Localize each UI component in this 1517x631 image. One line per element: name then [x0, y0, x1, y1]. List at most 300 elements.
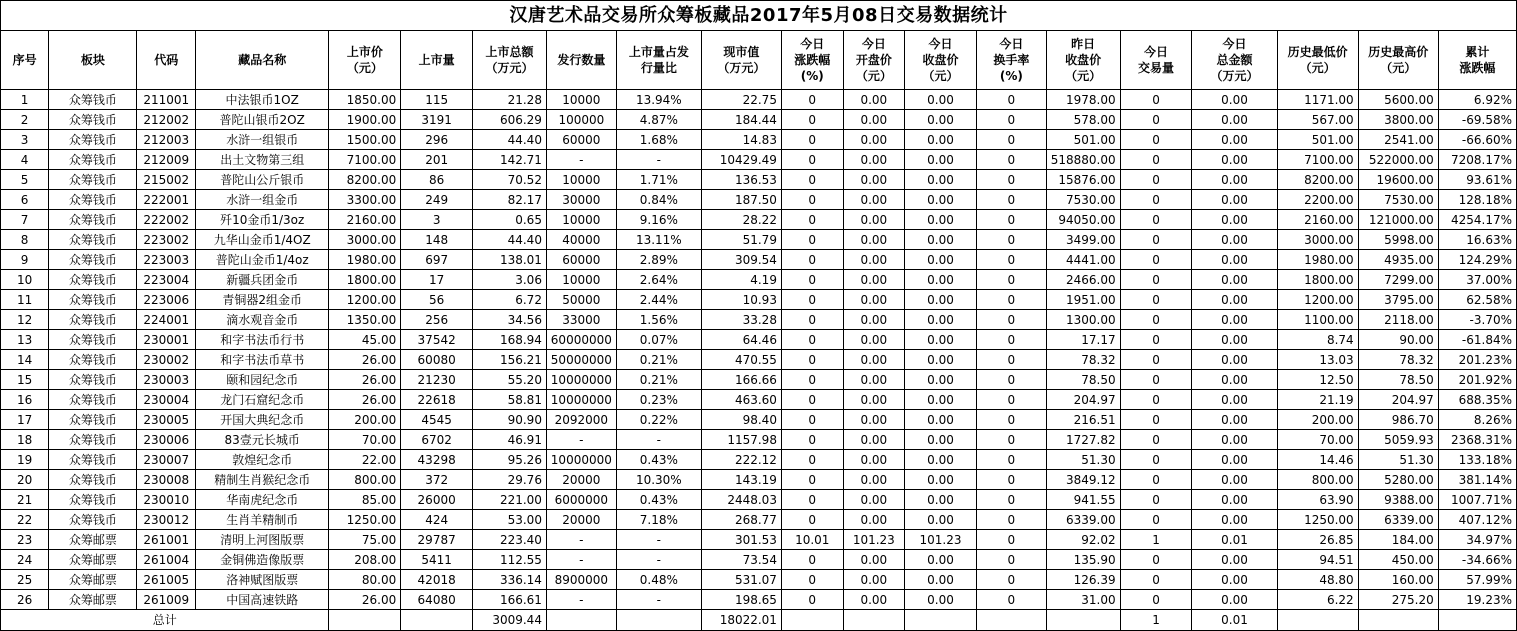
column-header[interactable] [1438, 31, 1516, 90]
table-cell[interactable]: 1 [1120, 530, 1192, 550]
table-cell[interactable]: 9 [1, 250, 49, 270]
table-cell[interactable]: 249 [401, 190, 473, 210]
table-cell[interactable]: 0 [1120, 210, 1192, 230]
table-cell[interactable]: 222001 [137, 190, 196, 210]
table-cell[interactable]: 230005 [137, 410, 196, 430]
table-cell[interactable]: 29787 [401, 530, 473, 550]
table-cell[interactable]: 230012 [137, 510, 196, 530]
table-cell[interactable]: 1850.00 [329, 90, 401, 110]
table-cell[interactable]: 0 [1120, 490, 1192, 510]
table-cell[interactable]: 0.00 [905, 110, 977, 130]
table-cell[interactable]: 众筹钱币 [49, 230, 137, 250]
table-cell[interactable]: 0 [976, 410, 1046, 430]
table-cell[interactable]: 0 [781, 170, 843, 190]
table-cell[interactable]: 10000 [546, 90, 616, 110]
table-cell[interactable]: 98.40 [701, 410, 781, 430]
column-header[interactable] [195, 31, 328, 90]
table-cell[interactable]: 20000 [546, 510, 616, 530]
table-cell[interactable]: 518880.00 [1046, 150, 1120, 170]
table-cell[interactable]: 1250.00 [329, 510, 401, 530]
table-cell[interactable]: 10000 [546, 210, 616, 230]
table-cell[interactable]: 15876.00 [1046, 170, 1120, 190]
table-cell[interactable]: 26.85 [1277, 530, 1358, 550]
table-cell[interactable]: 0 [1120, 250, 1192, 270]
table-cell[interactable]: 0.22% [616, 410, 701, 430]
table-cell[interactable]: 7100.00 [1277, 150, 1358, 170]
table-cell[interactable]: 0 [976, 350, 1046, 370]
table-cell[interactable]: 2.44% [616, 290, 701, 310]
table-cell[interactable]: 60000 [546, 130, 616, 150]
table-cell[interactable]: 0.00 [905, 290, 977, 310]
table-cell[interactable]: 0.00 [1192, 150, 1277, 170]
table-cell[interactable]: 0.00 [843, 150, 905, 170]
table-cell[interactable]: 0 [1120, 170, 1192, 190]
table-cell[interactable]: 22 [1, 510, 49, 530]
table-cell[interactable]: 94.51 [1277, 550, 1358, 570]
table-cell[interactable]: 42018 [401, 570, 473, 590]
table-cell[interactable]: 94050.00 [1046, 210, 1120, 230]
table-cell[interactable]: 697 [401, 250, 473, 270]
table-cell[interactable]: - [546, 150, 616, 170]
table-cell[interactable]: 2448.03 [701, 490, 781, 510]
table-cell[interactable]: 0.00 [1192, 90, 1277, 110]
table-cell[interactable]: 众筹钱币 [49, 310, 137, 330]
table-cell[interactable]: 众筹钱币 [49, 90, 137, 110]
table-cell[interactable]: 众筹钱币 [49, 270, 137, 290]
table-cell[interactable]: 2466.00 [1046, 270, 1120, 290]
table-cell[interactable]: 0 [781, 290, 843, 310]
column-header[interactable] [137, 31, 196, 90]
table-cell[interactable]: 86 [401, 170, 473, 190]
table-cell[interactable]: 101.23 [843, 530, 905, 550]
table-cell[interactable]: 6000000 [546, 490, 616, 510]
table-cell[interactable]: 44.40 [473, 130, 547, 150]
table-cell[interactable]: 64080 [401, 590, 473, 610]
table-cell[interactable]: 0 [976, 530, 1046, 550]
table-cell[interactable]: 1250.00 [1277, 510, 1358, 530]
table-cell[interactable]: 7100.00 [329, 150, 401, 170]
table-cell[interactable]: 0 [976, 250, 1046, 270]
table-cell[interactable]: 73.54 [701, 550, 781, 570]
table-cell[interactable]: 21.19 [1277, 390, 1358, 410]
table-cell[interactable]: 13.03 [1277, 350, 1358, 370]
table-cell[interactable]: 0 [781, 370, 843, 390]
table-cell[interactable]: 128.18% [1438, 190, 1516, 210]
table-cell[interactable]: 清明上河图版票 [195, 530, 328, 550]
table-cell[interactable]: 0.00 [843, 570, 905, 590]
table-cell[interactable]: 0 [781, 190, 843, 210]
table-cell[interactable]: 204.97 [1046, 390, 1120, 410]
table-cell[interactable]: 0.00 [1192, 210, 1277, 230]
table-cell[interactable]: - [546, 530, 616, 550]
table-cell[interactable]: 136.53 [701, 170, 781, 190]
table-cell[interactable]: 261005 [137, 570, 196, 590]
table-cell[interactable]: 0.00 [1192, 110, 1277, 130]
table-cell[interactable]: 28.22 [701, 210, 781, 230]
table-cell[interactable]: 50000 [546, 290, 616, 310]
total-market-value[interactable]: 18022.01 [701, 610, 781, 631]
table-cell[interactable]: 986.70 [1358, 410, 1438, 430]
table-cell[interactable]: 230003 [137, 370, 196, 390]
table-cell[interactable]: 2200.00 [1277, 190, 1358, 210]
table-cell[interactable]: 34.97% [1438, 530, 1516, 550]
table-cell[interactable]: 23 [1, 530, 49, 550]
table-cell[interactable]: 12.50 [1277, 370, 1358, 390]
table-cell[interactable]: 水浒一组银币 [195, 130, 328, 150]
table-cell[interactable]: 78.50 [1358, 370, 1438, 390]
table-cell[interactable]: 0.00 [1192, 550, 1277, 570]
table-cell[interactable]: 223002 [137, 230, 196, 250]
table-cell[interactable]: 0 [976, 270, 1046, 290]
table-cell[interactable]: 普陀山金币1/4oz [195, 250, 328, 270]
column-header[interactable] [976, 31, 1046, 90]
table-cell[interactable]: 7208.17% [1438, 150, 1516, 170]
table-cell[interactable]: 青铜器2组金币 [195, 290, 328, 310]
table-cell[interactable]: 222.12 [701, 450, 781, 470]
table-cell[interactable]: 941.55 [1046, 490, 1120, 510]
table-cell[interactable]: 0 [781, 490, 843, 510]
table-cell[interactable]: 0.00 [843, 330, 905, 350]
table-cell[interactable]: - [616, 590, 701, 610]
table-cell[interactable]: 0 [781, 450, 843, 470]
table-cell[interactable]: 9388.00 [1358, 490, 1438, 510]
table-cell[interactable]: 九华山金币1/4OZ [195, 230, 328, 250]
table-cell[interactable]: 3 [401, 210, 473, 230]
table-cell[interactable]: 0.07% [616, 330, 701, 350]
table-cell[interactable]: 众筹钱币 [49, 250, 137, 270]
table-cell[interactable]: 0.48% [616, 570, 701, 590]
table-cell[interactable]: 4.87% [616, 110, 701, 130]
table-cell[interactable]: 1800.00 [329, 270, 401, 290]
table-cell[interactable]: 0 [976, 430, 1046, 450]
table-cell[interactable]: 256 [401, 310, 473, 330]
table-cell[interactable]: 歼10金币1/3oz [195, 210, 328, 230]
table-cell[interactable]: 75.00 [329, 530, 401, 550]
table-cell[interactable]: 0.00 [905, 170, 977, 190]
table-cell[interactable]: 142.71 [473, 150, 547, 170]
table-cell[interactable]: -34.66% [1438, 550, 1516, 570]
table-cell[interactable]: 309.54 [701, 250, 781, 270]
table-cell[interactable]: 17 [401, 270, 473, 290]
table-cell[interactable]: 7299.00 [1358, 270, 1438, 290]
table-cell[interactable]: 26.00 [329, 590, 401, 610]
table-cell[interactable]: 10000000 [546, 390, 616, 410]
table-cell[interactable]: 138.01 [473, 250, 547, 270]
table-cell[interactable]: 16.63% [1438, 230, 1516, 250]
table-cell[interactable]: 424 [401, 510, 473, 530]
column-header[interactable] [1358, 31, 1438, 90]
table-cell[interactable]: 95.26 [473, 450, 547, 470]
table-cell[interactable]: 0.00 [843, 550, 905, 570]
table-cell[interactable]: 230002 [137, 350, 196, 370]
table-cell[interactable]: 0 [781, 390, 843, 410]
table-cell[interactable]: 敦煌纪念币 [195, 450, 328, 470]
table-cell[interactable]: 212003 [137, 130, 196, 150]
table-cell[interactable]: 4 [1, 150, 49, 170]
table-cell[interactable]: 33.28 [701, 310, 781, 330]
table-cell[interactable]: 0.00 [905, 90, 977, 110]
table-cell[interactable]: 222002 [137, 210, 196, 230]
table-cell[interactable]: 21.28 [473, 90, 547, 110]
table-cell[interactable]: 135.90 [1046, 550, 1120, 570]
table-cell[interactable]: 0 [1120, 190, 1192, 210]
table-cell[interactable]: 37.00% [1438, 270, 1516, 290]
table-cell[interactable]: 5 [1, 170, 49, 190]
table-cell[interactable]: 17 [1, 410, 49, 430]
table-cell[interactable]: 众筹钱币 [49, 170, 137, 190]
table-cell[interactable]: 0 [1120, 390, 1192, 410]
table-cell[interactable]: 众筹钱币 [49, 130, 137, 150]
table-cell[interactable]: 0.00 [905, 570, 977, 590]
table-cell[interactable]: 14.83 [701, 130, 781, 150]
column-header[interactable] [701, 31, 781, 90]
table-cell[interactable]: 3499.00 [1046, 230, 1120, 250]
table-cell[interactable]: 90.90 [473, 410, 547, 430]
table-cell[interactable]: 0.00 [905, 430, 977, 450]
table-cell[interactable]: 0.00 [843, 190, 905, 210]
table-cell[interactable]: 0 [1120, 110, 1192, 130]
table-cell[interactable]: 0.00 [1192, 590, 1277, 610]
table-cell[interactable]: 261001 [137, 530, 196, 550]
table-cell[interactable]: 0 [1120, 430, 1192, 450]
table-cell[interactable]: 14 [1, 350, 49, 370]
table-cell[interactable]: 0 [781, 250, 843, 270]
table-cell[interactable]: 0.00 [1192, 190, 1277, 210]
table-cell[interactable]: 0 [781, 130, 843, 150]
table-cell[interactable]: 0.00 [1192, 330, 1277, 350]
table-cell[interactable]: 223004 [137, 270, 196, 290]
table-cell[interactable]: 开国大典纪念币 [195, 410, 328, 430]
table-cell[interactable]: 5600.00 [1358, 90, 1438, 110]
table-cell[interactable]: 众筹钱币 [49, 350, 137, 370]
table-cell[interactable]: 生肖羊精制币 [195, 510, 328, 530]
table-cell[interactable]: 0.00 [905, 150, 977, 170]
table-cell[interactable]: 93.61% [1438, 170, 1516, 190]
table-cell[interactable]: 1 [1, 90, 49, 110]
table-cell[interactable]: 268.77 [701, 510, 781, 530]
table-cell[interactable]: 156.21 [473, 350, 547, 370]
table-cell[interactable]: 0 [781, 90, 843, 110]
table-cell[interactable]: 众筹钱币 [49, 410, 137, 430]
table-cell[interactable]: 0.00 [843, 110, 905, 130]
table-cell[interactable]: 148 [401, 230, 473, 250]
table-cell[interactable]: 578.00 [1046, 110, 1120, 130]
table-cell[interactable]: 水浒一组金币 [195, 190, 328, 210]
table-cell[interactable]: 0.84% [616, 190, 701, 210]
table-cell[interactable]: 0.00 [905, 230, 977, 250]
table-cell[interactable]: 0.00 [1192, 350, 1277, 370]
table-cell[interactable]: 216.51 [1046, 410, 1120, 430]
table-cell[interactable]: 19.23% [1438, 590, 1516, 610]
table-cell[interactable]: 1.68% [616, 130, 701, 150]
table-cell[interactable]: 124.29% [1438, 250, 1516, 270]
table-cell[interactable]: 80.00 [329, 570, 401, 590]
table-cell[interactable]: 新疆兵团金币 [195, 270, 328, 290]
table-cell[interactable]: 0.00 [1192, 170, 1277, 190]
table-cell[interactable]: 101.23 [905, 530, 977, 550]
column-header[interactable] [329, 31, 401, 90]
table-cell[interactable]: 众筹钱币 [49, 370, 137, 390]
table-cell[interactable]: 22.75 [701, 90, 781, 110]
table-cell[interactable]: 34.56 [473, 310, 547, 330]
table-cell[interactable]: 5998.00 [1358, 230, 1438, 250]
table-cell[interactable]: 0.00 [843, 270, 905, 290]
column-header[interactable] [1120, 31, 1192, 90]
table-cell[interactable]: 800.00 [1277, 470, 1358, 490]
table-cell[interactable]: 7 [1, 210, 49, 230]
table-cell[interactable]: 0.00 [905, 350, 977, 370]
table-cell[interactable]: 126.39 [1046, 570, 1120, 590]
table-cell[interactable]: 1171.00 [1277, 90, 1358, 110]
table-cell[interactable]: 64.46 [701, 330, 781, 350]
table-cell[interactable]: 1800.00 [1277, 270, 1358, 290]
table-cell[interactable]: 0 [781, 270, 843, 290]
table-cell[interactable]: 0 [781, 210, 843, 230]
table-cell[interactable]: 70.00 [1277, 430, 1358, 450]
table-cell[interactable]: 1200.00 [1277, 290, 1358, 310]
table-cell[interactable]: 58.81 [473, 390, 547, 410]
table-cell[interactable]: 57.99% [1438, 570, 1516, 590]
table-cell[interactable]: 60000 [546, 250, 616, 270]
table-cell[interactable]: 0 [976, 290, 1046, 310]
table-cell[interactable]: 8.74 [1277, 330, 1358, 350]
table-cell[interactable]: 6 [1, 190, 49, 210]
table-cell[interactable]: 230008 [137, 470, 196, 490]
table-cell[interactable]: 8 [1, 230, 49, 250]
table-cell[interactable]: 0 [1120, 350, 1192, 370]
table-cell[interactable]: 0 [1120, 330, 1192, 350]
table-cell[interactable]: 金铜佛造像版票 [195, 550, 328, 570]
table-cell[interactable]: 0.00 [905, 330, 977, 350]
table-cell[interactable]: 2118.00 [1358, 310, 1438, 330]
table-cell[interactable]: 43298 [401, 450, 473, 470]
table-cell[interactable]: 18 [1, 430, 49, 450]
table-cell[interactable]: 1007.71% [1438, 490, 1516, 510]
table-cell[interactable]: 众筹钱币 [49, 290, 137, 310]
table-cell[interactable]: 166.61 [473, 590, 547, 610]
table-cell[interactable]: 0 [1120, 230, 1192, 250]
table-cell[interactable]: 0 [1120, 290, 1192, 310]
table-cell[interactable]: -69.58% [1438, 110, 1516, 130]
table-cell[interactable]: 688.35% [1438, 390, 1516, 410]
table-cell[interactable]: 0 [781, 150, 843, 170]
table-cell[interactable]: 3000.00 [329, 230, 401, 250]
table-cell[interactable]: 0 [781, 570, 843, 590]
table-cell[interactable]: 0.00 [843, 230, 905, 250]
table-cell[interactable]: 37542 [401, 330, 473, 350]
table-cell[interactable]: 10000000 [546, 450, 616, 470]
table-cell[interactable]: 0.43% [616, 450, 701, 470]
table-cell[interactable]: 46.91 [473, 430, 547, 450]
table-cell[interactable]: 70.52 [473, 170, 547, 190]
table-cell[interactable]: 10.01 [781, 530, 843, 550]
table-cell[interactable]: 21 [1, 490, 49, 510]
table-cell[interactable]: 中法银币1OZ [195, 90, 328, 110]
table-cell[interactable]: 0 [976, 390, 1046, 410]
table-cell[interactable]: 0.00 [843, 470, 905, 490]
table-cell[interactable]: 5280.00 [1358, 470, 1438, 490]
table-cell[interactable]: 223006 [137, 290, 196, 310]
table-cell[interactable]: 0.00 [843, 210, 905, 230]
table-cell[interactable]: 16 [1, 390, 49, 410]
table-cell[interactable]: 187.50 [701, 190, 781, 210]
table-cell[interactable]: 275.20 [1358, 590, 1438, 610]
table-cell[interactable]: 0 [1120, 450, 1192, 470]
table-cell[interactable]: 112.55 [473, 550, 547, 570]
table-cell[interactable]: 230007 [137, 450, 196, 470]
table-cell[interactable]: 1978.00 [1046, 90, 1120, 110]
table-cell[interactable]: 208.00 [329, 550, 401, 570]
table-cell[interactable]: 0 [976, 190, 1046, 210]
table-cell[interactable]: 10 [1, 270, 49, 290]
table-cell[interactable]: 0 [976, 370, 1046, 390]
table-cell[interactable]: 6339.00 [1046, 510, 1120, 530]
table-cell[interactable]: 0.00 [905, 390, 977, 410]
table-cell[interactable]: 0.21% [616, 350, 701, 370]
table-cell[interactable]: 众筹邮票 [49, 550, 137, 570]
table-cell[interactable]: 230010 [137, 490, 196, 510]
table-cell[interactable]: 0.00 [843, 410, 905, 430]
table-cell[interactable]: 168.94 [473, 330, 547, 350]
table-cell[interactable]: 606.29 [473, 110, 547, 130]
table-cell[interactable]: 2.89% [616, 250, 701, 270]
table-cell[interactable]: 22618 [401, 390, 473, 410]
table-cell[interactable]: 0 [1120, 270, 1192, 290]
table-cell[interactable]: 精制生肖猴纪念币 [195, 470, 328, 490]
table-cell[interactable]: 0.00 [905, 410, 977, 430]
table-cell[interactable]: 531.07 [701, 570, 781, 590]
table-cell[interactable]: 5059.93 [1358, 430, 1438, 450]
table-cell[interactable]: 2160.00 [329, 210, 401, 230]
table-cell[interactable]: 1300.00 [1046, 310, 1120, 330]
table-cell[interactable]: 450.00 [1358, 550, 1438, 570]
table-cell[interactable]: - [546, 430, 616, 450]
table-cell[interactable]: 普陀山公斤银币 [195, 170, 328, 190]
table-cell[interactable]: 5411 [401, 550, 473, 570]
table-cell[interactable]: 和字书法币草书 [195, 350, 328, 370]
table-cell[interactable]: 501.00 [1277, 130, 1358, 150]
table-cell[interactable]: 0.00 [843, 370, 905, 390]
table-cell[interactable]: 众筹钱币 [49, 390, 137, 410]
table-cell[interactable]: 200.00 [1277, 410, 1358, 430]
table-cell[interactable]: 336.14 [473, 570, 547, 590]
table-cell[interactable]: 166.66 [701, 370, 781, 390]
table-cell[interactable]: 0 [1120, 310, 1192, 330]
table-cell[interactable]: 0 [976, 210, 1046, 230]
table-cell[interactable]: 10000000 [546, 370, 616, 390]
table-cell[interactable]: 0.00 [1192, 130, 1277, 150]
table-cell[interactable]: 53.00 [473, 510, 547, 530]
table-cell[interactable]: 众筹钱币 [49, 210, 137, 230]
table-cell[interactable]: 1.56% [616, 310, 701, 330]
table-cell[interactable]: 2 [1, 110, 49, 130]
table-cell[interactable]: 众筹邮票 [49, 590, 137, 610]
table-cell[interactable]: 龙门石窟纪念币 [195, 390, 328, 410]
table-cell[interactable]: 0 [976, 310, 1046, 330]
table-cell[interactable]: 0 [976, 150, 1046, 170]
table-cell[interactable]: 0.00 [1192, 390, 1277, 410]
table-cell[interactable]: 0.00 [905, 590, 977, 610]
table-cell[interactable]: 7.18% [616, 510, 701, 530]
table-cell[interactable]: 0 [976, 110, 1046, 130]
table-cell[interactable]: 众筹钱币 [49, 510, 137, 530]
table-cell[interactable]: 51.79 [701, 230, 781, 250]
table-cell[interactable]: 160.00 [1358, 570, 1438, 590]
table-cell[interactable]: 众筹邮票 [49, 530, 137, 550]
table-cell[interactable]: 7530.00 [1046, 190, 1120, 210]
table-cell[interactable]: 201.92% [1438, 370, 1516, 390]
table-cell[interactable]: 10000 [546, 270, 616, 290]
